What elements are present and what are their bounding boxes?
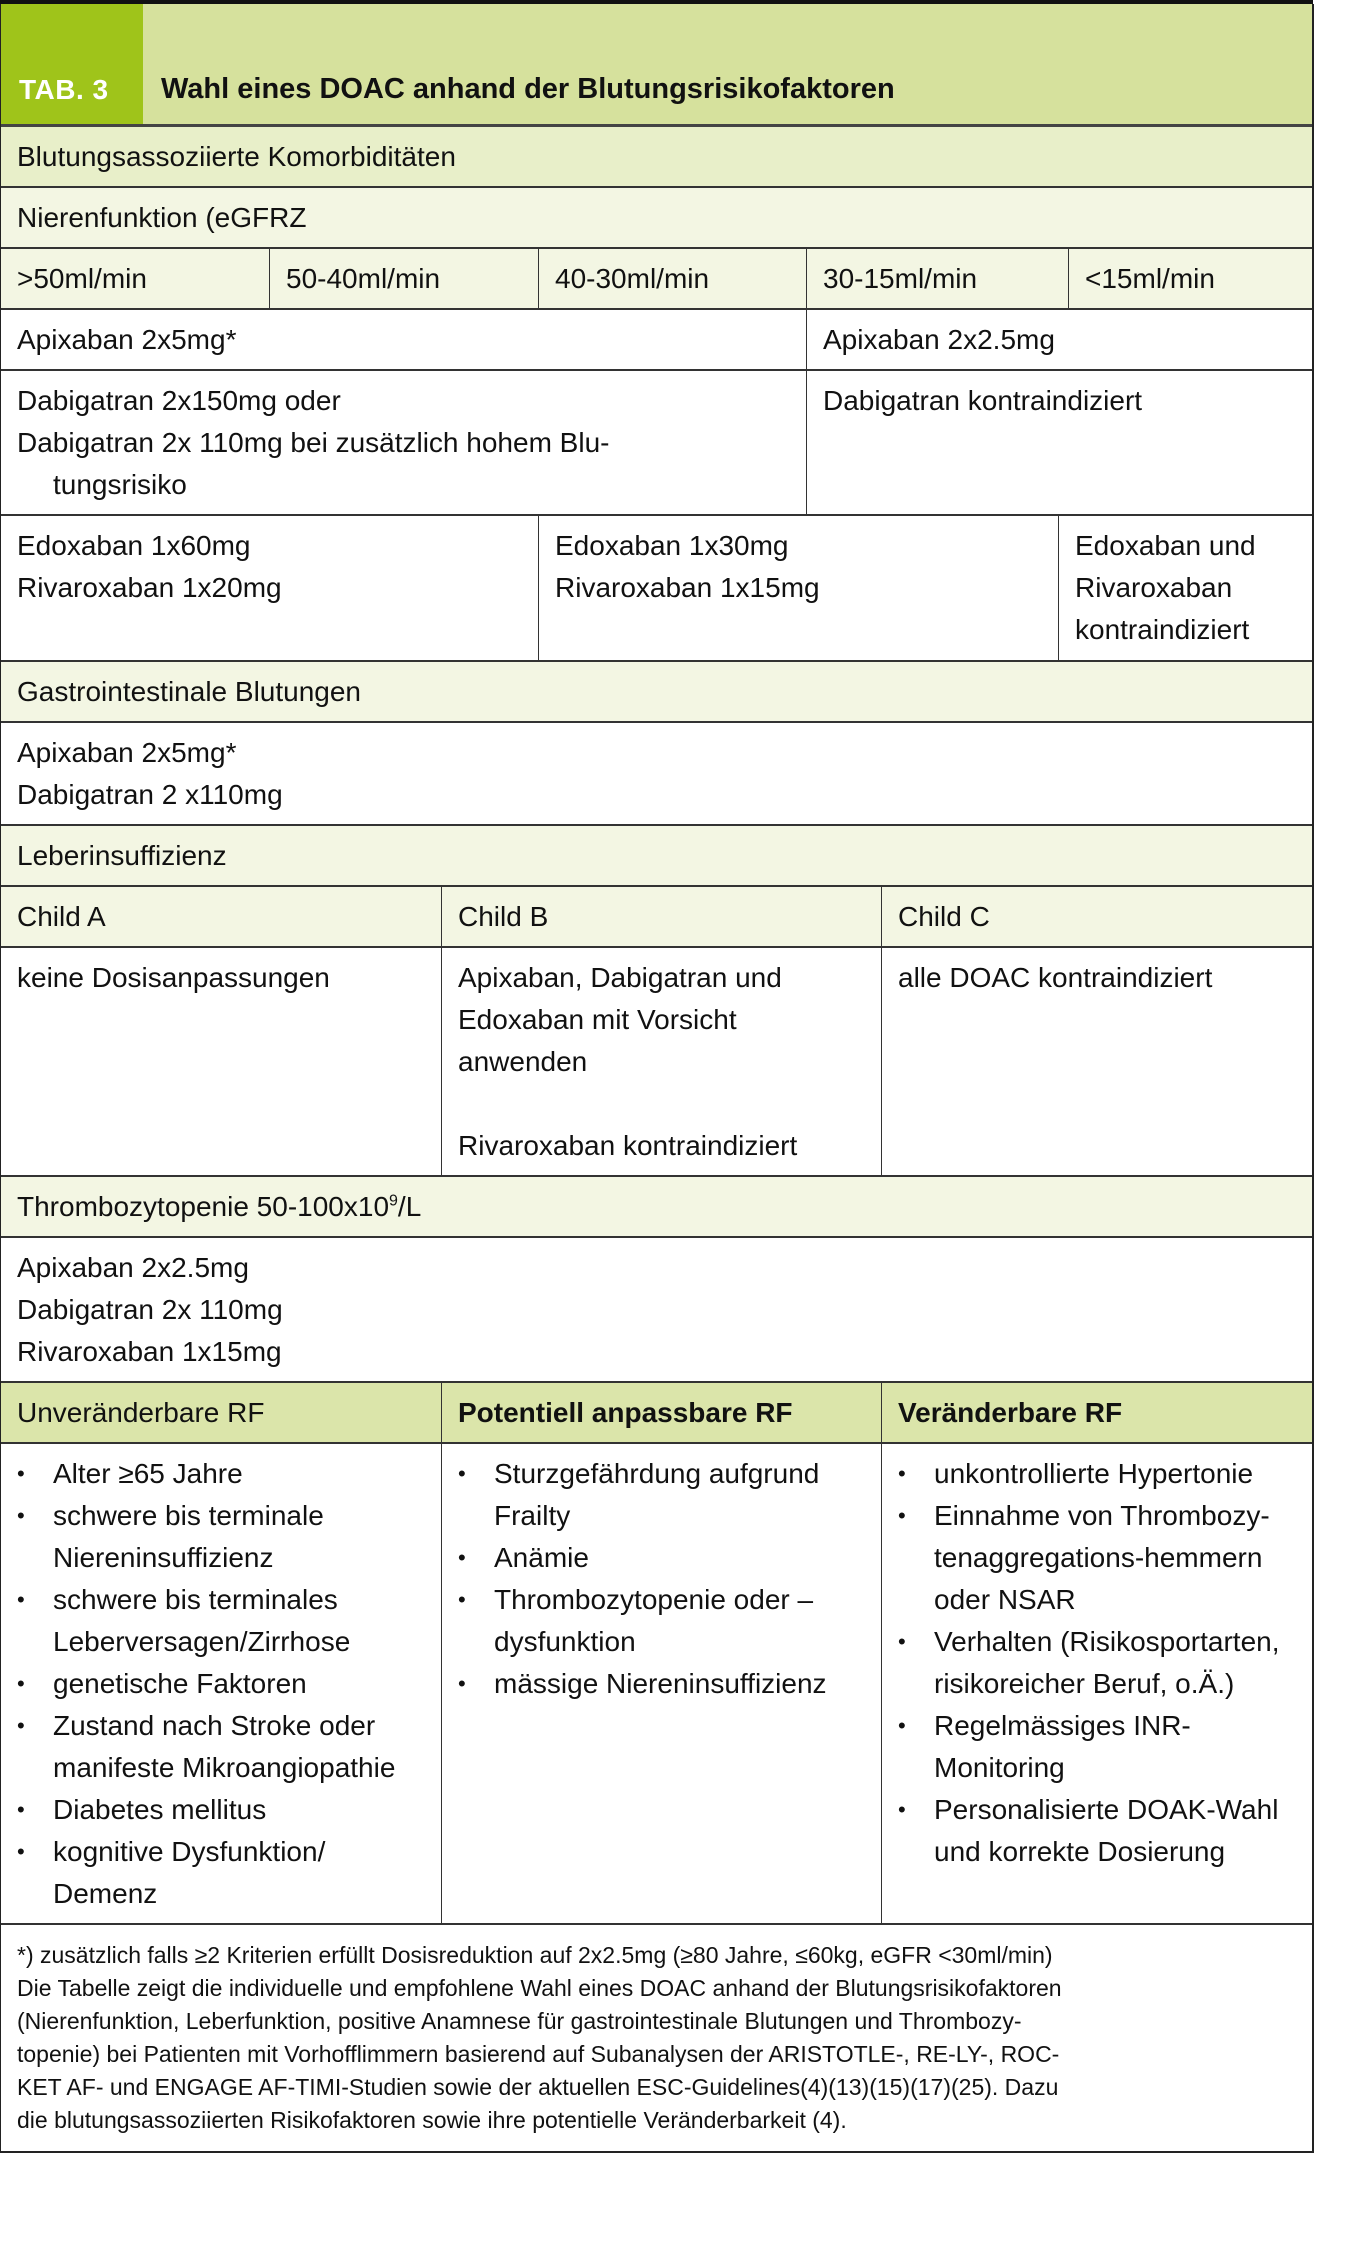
section-thrombo	[1, 1177, 1312, 1238]
thrombo-exponent: 9	[389, 1192, 398, 1210]
cell-line: kontraindiziert	[1075, 614, 1250, 645]
section-label: Leberinsuffizienz	[17, 840, 227, 871]
column-header: Child B	[441, 887, 881, 946]
table-cell: Apixaban 2x2.5mg	[806, 310, 1312, 369]
footnote-line: Die Tabelle zeigt die individuelle und empfohlene Wahl eines DOAC anhand der Blutungsrisikofaktoren	[17, 1975, 1062, 2001]
cell-line: Edoxaban und	[1075, 530, 1256, 561]
adjustable-list	[458, 1453, 865, 1705]
renal-dabigatran-row	[1, 371, 1312, 516]
table-cell	[538, 516, 1058, 660]
section-label: Gastrointestinale Blutungen	[17, 676, 361, 707]
table-cell	[1, 723, 1312, 824]
footnote-line: KET AF- und ENGAGE AF-TIMI-Studien sowie der aktuellen ESC-Guidelines(4)(13)(15)(17)(25). Dazu	[17, 2074, 1059, 2100]
column-header	[441, 1383, 881, 1442]
list-item: • Verhalten (Risikosportarten, risikoreicher Beruf, o.Ä.)	[898, 1621, 1296, 1705]
renal-columns	[1, 249, 1312, 310]
table-cell: keine Dosisanpassungen	[17, 962, 330, 993]
cell-line: Dabigatran 2x 110mg bei zusätzlich hohem Blu-	[17, 427, 610, 458]
spacer	[458, 1083, 865, 1125]
cell-line: Dabigatran 2 x110mg	[17, 779, 283, 810]
footnote-line: die blutungsassoziierten Risikofaktoren sowie ihre potentielle Veränderbarkeit (4).	[17, 2107, 847, 2133]
thrombo-row	[1, 1238, 1312, 1383]
section-label	[1, 1177, 1312, 1236]
list-item: • Sturzgefährdung aufgrund Frailty	[458, 1453, 865, 1537]
table-number-badge	[1, 4, 143, 124]
table-footnote	[1, 1925, 1312, 2153]
cell-line: Rivaroxaban 1x20mg	[17, 572, 282, 603]
column-header: Child A	[17, 901, 106, 932]
footnote-line: (Nierenfunktion, Leberfunktion, positive Anamnese für gastrointestinale Blutungen und Thrombozy-	[17, 2008, 1022, 2034]
thrombo-unit: /L	[397, 1191, 422, 1222]
table-cell: Dabigatran kontraindiziert	[806, 371, 1312, 514]
list-item: • Regelmässiges INR-Monitoring	[898, 1705, 1296, 1789]
thrombo-label: Thrombozytopenie 50-100x10	[17, 1191, 390, 1222]
table-cell: alle DOAC kontraindiziert	[881, 948, 1312, 1175]
header-label: Veränderbare RF	[898, 1397, 1123, 1428]
cell-line: Edoxaban 1x30mg	[555, 530, 789, 561]
list-item: • unkontrollierte Hypertonie	[898, 1453, 1296, 1495]
cell-line: Edoxaban mit Vorsicht	[458, 1004, 737, 1035]
gi-row	[1, 723, 1312, 826]
cell-line: Apixaban 2x5mg*	[17, 737, 237, 768]
list-item: • schwere bis terminales Leberversagen/Zirrhose	[17, 1579, 425, 1663]
cell-line: Rivaroxaban 1x15mg	[555, 572, 820, 603]
cell-line: Rivaroxaban	[1075, 572, 1233, 603]
doac-table	[0, 4, 1314, 2153]
changeable-list	[898, 1453, 1296, 1873]
header-label: Potentiell anpassbare RF	[458, 1397, 793, 1428]
unchangeable-list-cell	[1, 1444, 441, 1923]
column-header: Child C	[881, 887, 1312, 946]
table-cell	[1, 1238, 1312, 1381]
list-item: • Diabetes mellitus	[17, 1789, 425, 1831]
list-item: • genetische Faktoren	[17, 1663, 425, 1705]
cell-line: anwenden	[458, 1046, 588, 1077]
footnote-line: *) zusätzlich falls ≥2 Kriterien erfüllt Dosisreduktion auf 2x2.5mg (≥80 Jahre, ≤60kg, eGFR <30ml/min)	[17, 1942, 1053, 1968]
unchangeable-list	[17, 1453, 425, 1915]
footnote-line: topenie) bei Patienten mit Vorhofflimmern basierend auf Subanalysen der ARISTOTLE-, RE-LY-, ROC-	[17, 2041, 1060, 2067]
column-header: >50ml/min	[17, 263, 147, 294]
risk-factor-headers	[1, 1383, 1312, 1444]
section-label: Blutungsassoziierte Komorbiditäten	[17, 141, 456, 172]
risk-factor-lists	[1, 1444, 1312, 1925]
cell-line: Apixaban 2x2.5mg	[17, 1252, 249, 1283]
section-liver	[1, 826, 1312, 887]
renal-edoxaban-row	[1, 516, 1312, 662]
column-header: 50-40ml/min	[269, 249, 538, 308]
changeable-list-cell	[881, 1444, 1312, 1923]
table-cell	[1, 516, 538, 660]
section-renal	[1, 188, 1312, 249]
column-header: 30-15ml/min	[806, 249, 1068, 308]
table-cell	[441, 948, 881, 1175]
cell-line: Apixaban, Dabigatran und	[458, 962, 782, 993]
cell-line: Dabigatran 2x 110mg	[17, 1294, 283, 1325]
section-comorbidities	[1, 127, 1312, 188]
cell-line: Rivaroxaban 1x15mg	[17, 1336, 282, 1367]
cell-line: Dabigatran 2x150mg oder	[17, 385, 341, 416]
list-item: • mässige Niereninsuffizienz	[458, 1663, 865, 1705]
table-cell	[1, 371, 806, 514]
cell-line: Edoxaban 1x60mg	[17, 530, 251, 561]
list-item: • Einnahme von Thrombozy-tenaggregations-hemmern oder NSAR	[898, 1495, 1296, 1621]
table-cell: Apixaban 2x5mg*	[17, 324, 237, 355]
adjustable-list-cell	[441, 1444, 881, 1923]
column-header: <15ml/min	[1068, 249, 1312, 308]
liver-columns	[1, 887, 1312, 948]
column-header: 40-30ml/min	[538, 249, 806, 308]
list-item: • Thrombozytopenie oder –dysfunktion	[458, 1579, 865, 1663]
list-item: • Zustand nach Stroke oder manifeste Mikroangiopathie	[17, 1705, 425, 1789]
table-title: Wahl eines DOAC anhand der Blutungsrisikofaktoren	[161, 73, 895, 105]
list-item: • kognitive Dysfunktion/ Demenz	[17, 1831, 425, 1915]
list-item: • schwere bis terminale Niereninsuffizienz	[17, 1495, 425, 1579]
table-number: TAB. 3	[19, 74, 109, 105]
table-cell	[1058, 516, 1312, 660]
liver-row	[1, 948, 1312, 1177]
column-header	[881, 1383, 1312, 1442]
list-item: • Personalisierte DOAK-Wahl und korrekte Dosierung	[898, 1789, 1296, 1873]
list-item: • Anämie	[458, 1537, 865, 1579]
section-label: Nierenfunktion (eGFRZ	[17, 202, 307, 233]
renal-apixaban-row	[1, 310, 1312, 371]
list-item: • Alter ≥65 Jahre	[17, 1453, 425, 1495]
cell-line: Rivaroxaban kontraindiziert	[458, 1130, 798, 1161]
cell-line: tungsrisiko	[53, 469, 187, 500]
section-gi	[1, 662, 1312, 723]
column-header: Unveränderbare RF	[17, 1397, 265, 1428]
table-header	[1, 4, 1312, 127]
